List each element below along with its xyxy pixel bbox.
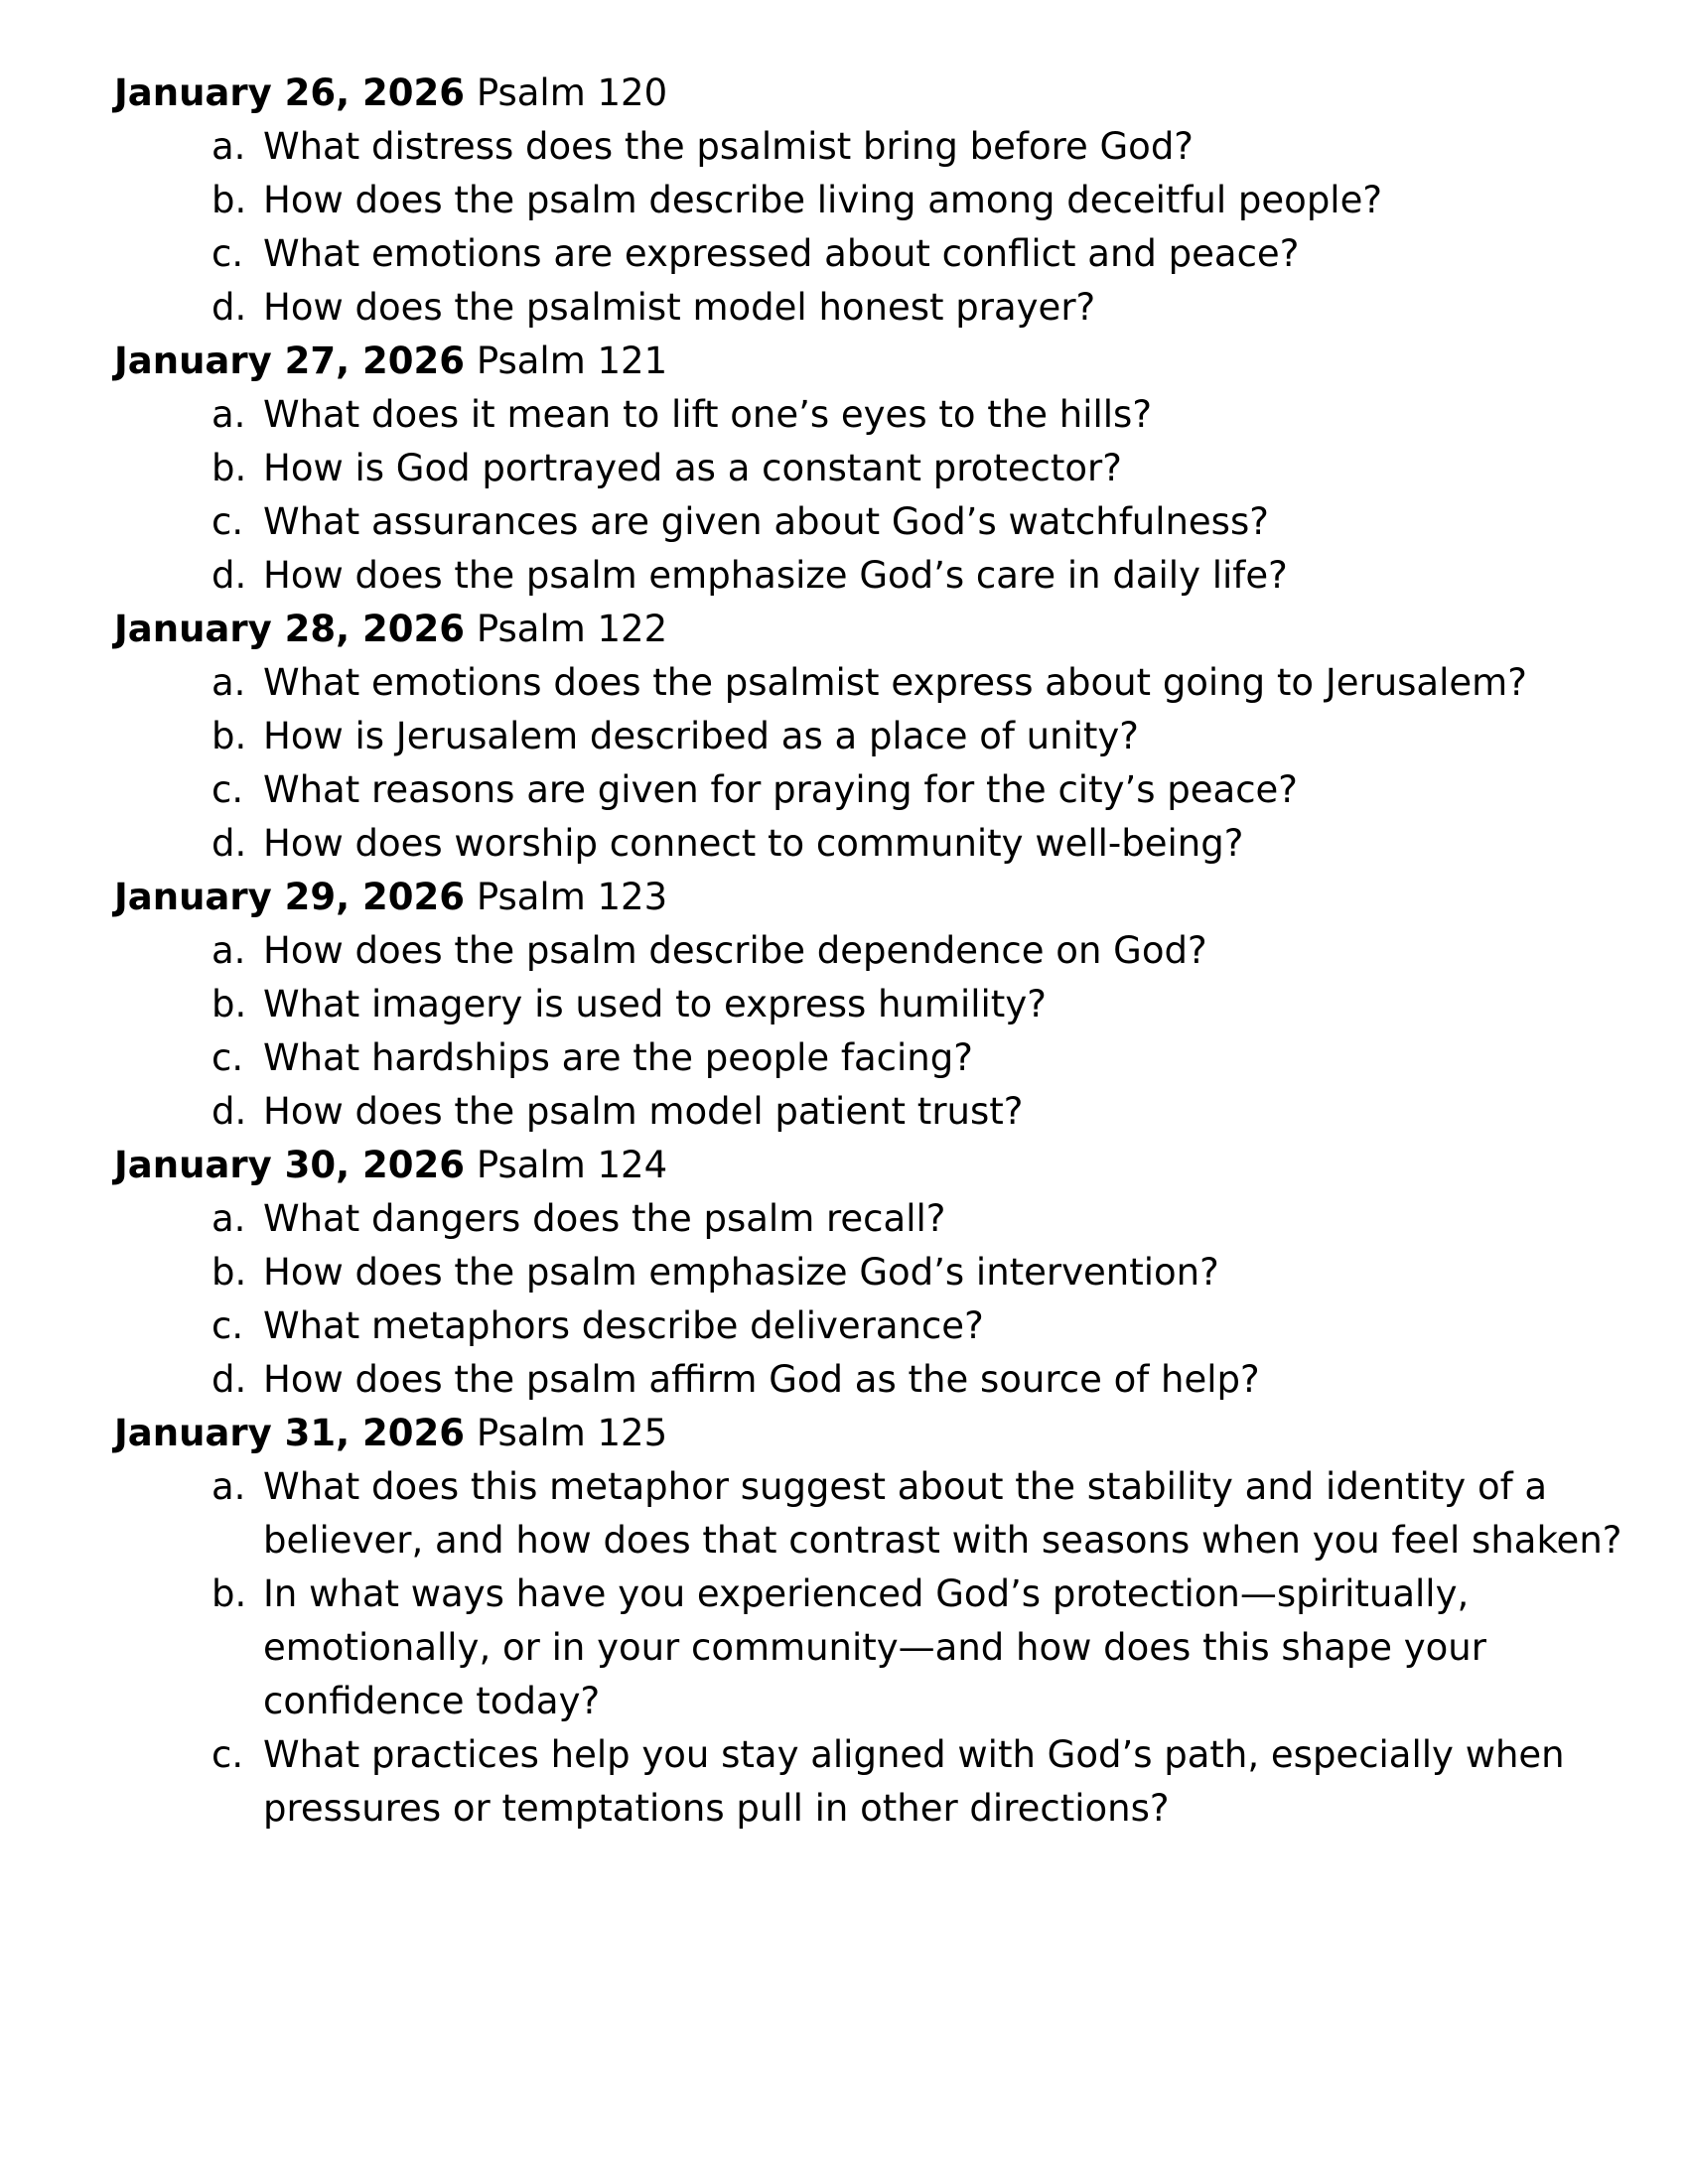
reading-entry	[114, 1407, 1622, 1836]
question-marker: b.	[211, 447, 247, 489]
reading-entry	[114, 335, 1604, 603]
question-item	[114, 817, 1604, 871]
reading-entry	[114, 871, 1604, 1139]
question-text: How does the psalm emphasize God’s intervention?	[263, 1251, 1219, 1294]
question-marker: a.	[211, 661, 246, 704]
question-item	[114, 174, 1604, 227]
document-page	[114, 67, 1622, 1836]
question-marker: a.	[211, 1465, 246, 1508]
question-item	[114, 1192, 1604, 1246]
entry-date: January 30, 2026	[114, 1144, 466, 1186]
entry-passage: Psalm 125	[476, 1412, 668, 1454]
question-marker: a.	[211, 125, 246, 168]
question-text: How does the psalm describe dependence on God?	[263, 929, 1207, 972]
question-item	[114, 1568, 1604, 1728]
question-marker: b.	[211, 983, 247, 1025]
question-item	[114, 1031, 1604, 1085]
question-text: How does the psalm emphasize God’s care in daily life?	[263, 554, 1288, 597]
question-text: What hardships are the people facing?	[263, 1036, 973, 1079]
question-text: What distress does the psalmist bring before God?	[263, 125, 1194, 168]
question-text: How does the psalm describe living among deceitful people?	[263, 179, 1382, 221]
question-item	[114, 1353, 1604, 1407]
question-list	[114, 924, 1604, 1139]
entry-date: January 29, 2026	[114, 876, 466, 918]
question-marker: a.	[211, 929, 246, 972]
question-item	[114, 1299, 1604, 1353]
entry-passage: Psalm 122	[476, 608, 668, 650]
question-marker: c.	[211, 768, 244, 811]
question-text: What reasons are given for praying for the city’s peace?	[263, 768, 1298, 811]
question-item	[114, 227, 1604, 281]
question-text: What emotions does the psalmist express about going to Jerusalem?	[263, 661, 1527, 704]
question-marker: c.	[211, 1036, 244, 1079]
question-marker: c.	[211, 500, 244, 543]
question-list	[114, 388, 1604, 603]
entry-header	[114, 603, 1604, 656]
question-text: How does the psalm affirm God as the source of help?	[263, 1358, 1260, 1401]
entry-date: January 28, 2026	[114, 608, 466, 650]
question-marker: d.	[211, 1358, 247, 1401]
question-item	[114, 549, 1604, 603]
question-marker: d.	[211, 1090, 247, 1133]
question-marker: b.	[211, 715, 247, 757]
question-marker: d.	[211, 554, 247, 597]
question-list	[114, 1460, 1622, 1836]
entry-date: January 26, 2026	[114, 71, 466, 114]
question-item	[114, 1085, 1604, 1139]
entry-header	[114, 1139, 1604, 1192]
question-text: What does it mean to lift one’s eyes to the hills?	[263, 393, 1152, 436]
question-text: What assurances are given about God’s watchfulness?	[263, 500, 1269, 543]
question-text: What does this metaphor suggest about the stability and identity of a believer, and how does that contrast with seasons when you feel shaken?	[263, 1465, 1622, 1562]
question-marker: b.	[211, 1572, 247, 1615]
question-text: How does the psalm model patient trust?	[263, 1090, 1024, 1133]
question-text: How is God portrayed as a constant protector?	[263, 447, 1122, 489]
question-item	[114, 120, 1604, 174]
question-item	[114, 710, 1604, 763]
question-marker: a.	[211, 393, 246, 436]
entry-header	[114, 1407, 1604, 1460]
question-list	[114, 656, 1604, 871]
reading-entry	[114, 67, 1604, 335]
question-marker: b.	[211, 1251, 247, 1294]
question-item	[114, 388, 1604, 442]
question-list	[114, 1192, 1604, 1407]
question-item	[114, 924, 1604, 978]
question-marker: c.	[211, 1733, 244, 1776]
question-item	[114, 978, 1604, 1031]
question-item	[114, 281, 1604, 335]
question-item	[114, 763, 1604, 817]
question-item	[114, 1728, 1604, 1836]
question-text: In what ways have you experienced God’s protection—spiritually, emotionally, or in your community—and how does this shape your confidence today?	[263, 1572, 1486, 1722]
question-text: What emotions are expressed about conflict and peace?	[263, 232, 1300, 275]
question-list	[114, 120, 1604, 335]
question-item	[114, 1246, 1604, 1299]
question-marker: c.	[211, 1304, 244, 1347]
question-text: What imagery is used to express humility?	[263, 983, 1047, 1025]
question-text: How is Jerusalem described as a place of unity?	[263, 715, 1139, 757]
reading-entry	[114, 1139, 1604, 1407]
entry-passage: Psalm 121	[476, 340, 668, 382]
entry-passage: Psalm 123	[476, 876, 668, 918]
question-text: How does the psalmist model honest prayer?	[263, 286, 1096, 329]
question-item	[114, 1460, 1622, 1568]
question-marker: d.	[211, 286, 247, 329]
entry-header	[114, 67, 1604, 120]
question-item	[114, 656, 1604, 710]
entry-header	[114, 335, 1604, 388]
question-item	[114, 495, 1604, 549]
question-marker: b.	[211, 179, 247, 221]
question-text: What practices help you stay aligned with God’s path, especially when pressures or temptations pull in other directions?	[263, 1733, 1565, 1830]
entry-date: January 31, 2026	[114, 1412, 466, 1454]
question-marker: a.	[211, 1197, 246, 1240]
question-marker: d.	[211, 822, 247, 865]
question-text: What dangers does the psalm recall?	[263, 1197, 946, 1240]
entry-header	[114, 871, 1604, 924]
question-text: What metaphors describe deliverance?	[263, 1304, 984, 1347]
reading-entry	[114, 603, 1604, 871]
entry-passage: Psalm 124	[476, 1144, 668, 1186]
question-item	[114, 442, 1604, 495]
question-marker: c.	[211, 232, 244, 275]
question-text: How does worship connect to community well-being?	[263, 822, 1244, 865]
entry-passage: Psalm 120	[476, 71, 668, 114]
entry-date: January 27, 2026	[114, 340, 466, 382]
